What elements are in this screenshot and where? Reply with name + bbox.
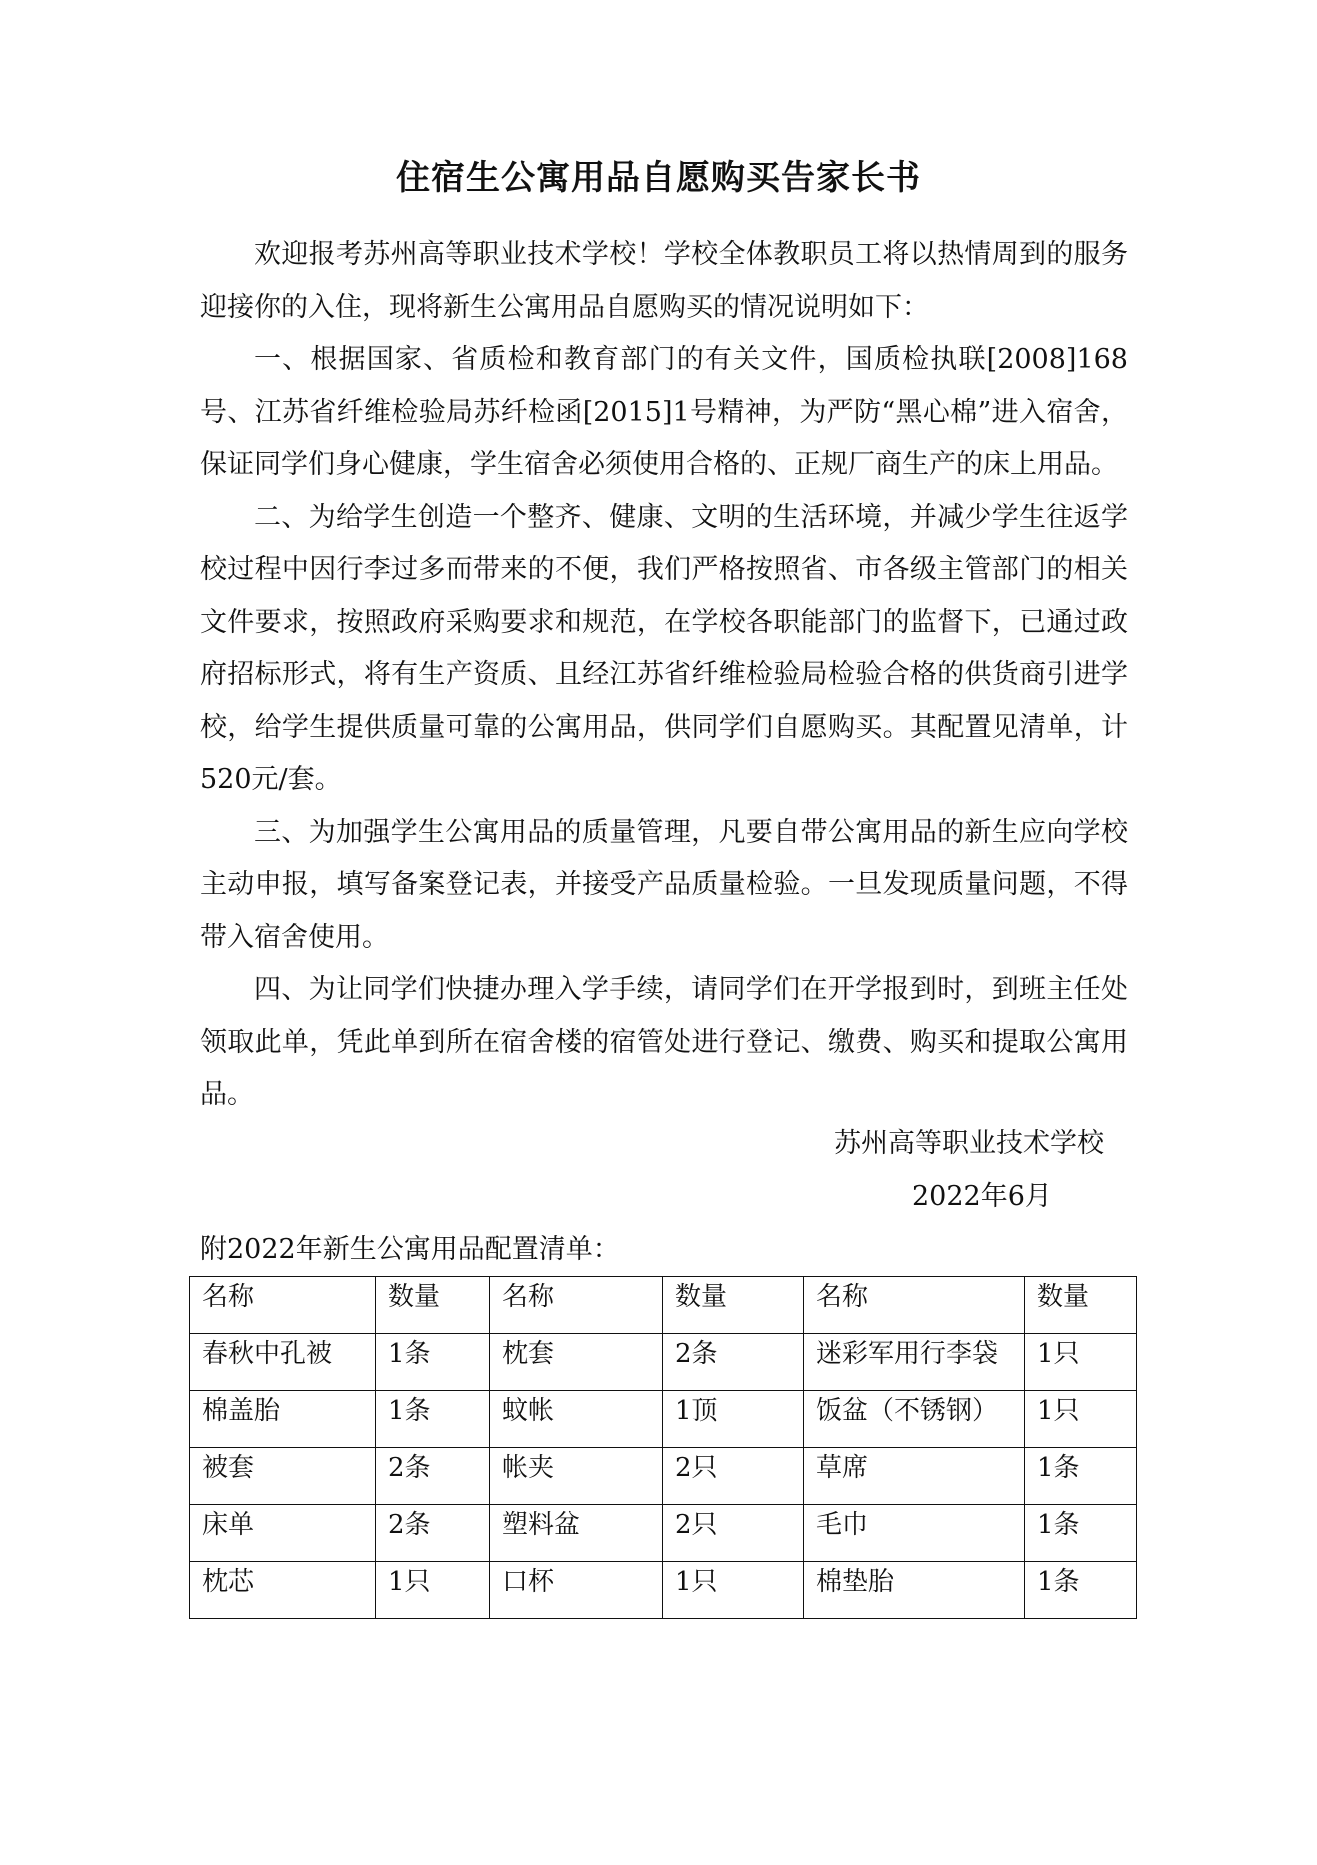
table-row — [190, 1448, 1137, 1505]
letter-body — [200, 229, 1128, 1122]
table-cell: 毛巾 — [804, 1505, 1025, 1562]
supplies-table — [189, 1276, 1137, 1619]
table-cell: 帐夹 — [490, 1448, 663, 1505]
table-cell: 1只 — [1025, 1391, 1137, 1448]
table-cell: 1只 — [663, 1562, 804, 1619]
table-cell: 1只 — [376, 1562, 490, 1619]
paragraph-welcome: 欢迎报考苏州高等职业技术学校！学校全体教职员工将以热情周到的服务迎接你的入住，现将新生公寓用品自愿购买的情况说明如下： — [200, 239, 1128, 323]
table-cell: 草席 — [804, 1448, 1025, 1505]
table-cell: 1顶 — [663, 1391, 804, 1448]
table-cell: 2只 — [663, 1448, 804, 1505]
table-cell: 2条 — [663, 1334, 804, 1391]
paragraph-item-4: 四、为让同学们快捷办理入学手续，请同学们在开学报到时，到班主任处领取此单，凭此单到所在宿舍楼的宿管处进行登记、缴费、购买和提取公寓用品。 — [200, 974, 1128, 1110]
table-row — [190, 1505, 1137, 1562]
table-cell: 棉垫胎 — [804, 1562, 1025, 1619]
table-row — [190, 1562, 1137, 1619]
table-cell: 春秋中孔被 — [190, 1334, 376, 1391]
table-cell: 塑料盆 — [490, 1505, 663, 1562]
paragraph-item-2: 二、为给学生创造一个整齐、健康、文明的生活环境，并减少学生往返学校过程中因行李过多而带来的不便，我们严格按照省、市各级主管部门的相关文件要求，按照政府采购要求和规范，在学校各职能部门的监督下，已通过政府招标形式，将有生产资质、且经江苏省纤维检验局检验合格的供货商引进学校，给学生提供质量可靠的公寓用品，供同学们自愿购买。其配置见清单，计520元/套。 — [200, 501, 1128, 795]
table-cell: 2只 — [663, 1505, 804, 1562]
header-cell: 数量 — [663, 1277, 804, 1334]
signature-organization: 苏州高等职业技术学校 — [834, 1128, 1104, 1159]
table-cell: 迷彩军用行李袋 — [804, 1334, 1025, 1391]
header-cell: 名称 — [490, 1277, 663, 1334]
table-cell: 蚊帐 — [490, 1391, 663, 1448]
signature-date: 2022年6月 — [912, 1181, 1052, 1212]
table-cell: 被套 — [190, 1448, 376, 1505]
table-cell: 枕芯 — [190, 1562, 376, 1619]
table-cell: 2条 — [376, 1448, 490, 1505]
table-cell: 枕套 — [490, 1334, 663, 1391]
table-cell: 1条 — [1025, 1562, 1137, 1619]
document-title: 住宿生公寓用品自愿购买告家长书 — [396, 158, 921, 198]
header-cell: 名称 — [190, 1277, 376, 1334]
table-header-row — [190, 1277, 1137, 1334]
table-cell: 棉盖胎 — [190, 1391, 376, 1448]
table-cell: 1条 — [376, 1391, 490, 1448]
table-row — [190, 1334, 1137, 1391]
table-cell: 1只 — [1025, 1334, 1137, 1391]
table-cell: 床单 — [190, 1505, 376, 1562]
header-cell: 数量 — [376, 1277, 490, 1334]
table-cell: 口杯 — [490, 1562, 663, 1619]
appendix-label: 附2022年新生公寓用品配置清单： — [200, 1234, 620, 1265]
table-cell: 1条 — [1025, 1448, 1137, 1505]
table-cell: 1条 — [376, 1334, 490, 1391]
header-cell: 数量 — [1025, 1277, 1137, 1334]
table-cell: 饭盆（不锈钢） — [804, 1391, 1025, 1448]
table-cell: 2条 — [376, 1505, 490, 1562]
table-row — [190, 1391, 1137, 1448]
header-cell: 名称 — [804, 1277, 1025, 1334]
table-cell: 1条 — [1025, 1505, 1137, 1562]
paragraph-item-3: 三、为加强学生公寓用品的质量管理，凡要自带公寓用品的新生应向学校主动申报，填写备案登记表，并接受产品质量检验。一旦发现质量问题，不得带入宿舍使用。 — [200, 816, 1128, 953]
paragraph-item-1: 一、根据国家、省质检和教育部门的有关文件，国质检执联[2008]168号、江苏省纤维检验局苏纤检函[2015]1号精神，为严防“黑心棉”进入宿舍，保证同学们身心健康，学生宿舍必须使用合格的、正规厂商生产的床上用品。 — [200, 344, 1128, 480]
